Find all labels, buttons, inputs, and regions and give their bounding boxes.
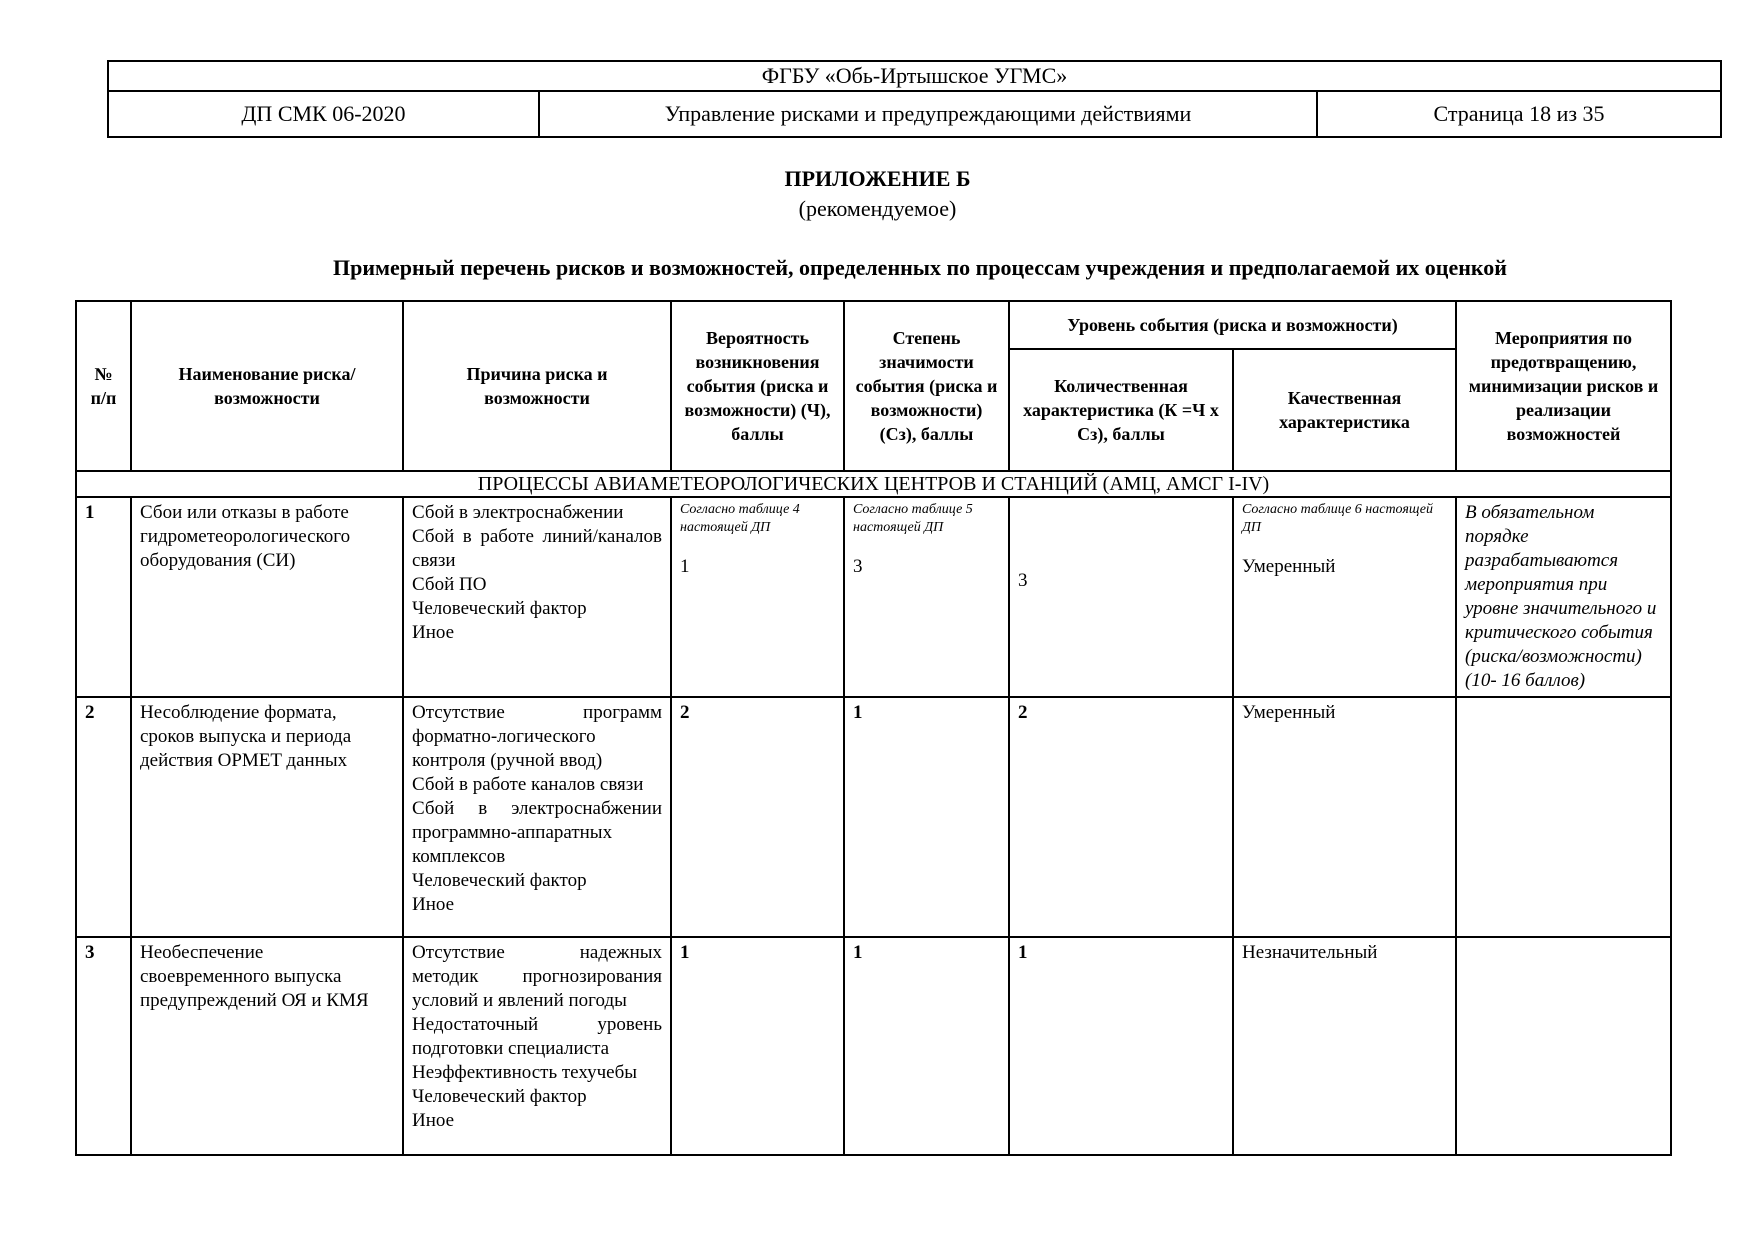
cause-item: Иное: [412, 1110, 455, 1131]
cause-item: Сбой в работе линий/каналов связи: [412, 526, 662, 571]
risk-table: [75, 300, 1672, 1156]
cause-item: Сбой в электроснабжении программно-аппаратных комплексов: [412, 798, 662, 867]
header-probability: Вероятность возникновения события (риска и возможности) (Ч), баллы: [671, 301, 844, 471]
qualitative-value: Умеренный: [1233, 697, 1456, 937]
cause-item: Сбой в электроснабжении: [412, 502, 624, 523]
cause-item: Отсутствие программ форматно-логического контроля (ручной ввод): [412, 702, 662, 771]
risk-name: Сбои или отказы в работе гидрометеорологического оборудования (СИ): [131, 497, 403, 697]
table-header-row: [76, 301, 1671, 349]
cause-item: Иное: [412, 622, 455, 643]
qualitative-value: Умеренный: [1242, 556, 1336, 577]
header-quantitative: Количественная характеристика (К =Ч х Сз), баллы: [1009, 349, 1233, 471]
quantitative-value: 1: [1009, 937, 1233, 1155]
table-row: [76, 697, 1671, 937]
risk-causes: [403, 937, 671, 1155]
risk-causes: [403, 497, 671, 697]
cause-item: Неэффективность техучебы: [412, 1062, 638, 1083]
organization-name: ФГБУ «Обь-Иртышское УГМС»: [109, 62, 1720, 92]
quantitative-value: 3: [1018, 570, 1028, 591]
list-title: Примерный перечень рисков и возможностей, определенных по процессам учреждения и предполагаемой их оценкой: [333, 255, 1507, 280]
risk-causes: [403, 697, 671, 937]
risk-name: Необеспечение своевременного выпуска предупреждений ОЯ и КМЯ: [131, 937, 403, 1155]
cause-item: Иное: [412, 894, 455, 915]
document-name: Управление рисками и предупреждающими действиями: [540, 92, 1318, 136]
header-row: [109, 92, 1720, 136]
cause-item: Сбой в работе каналов связи: [412, 774, 644, 795]
cause-item: Сбой ПО: [412, 574, 487, 595]
significance-value: 3: [853, 556, 863, 577]
table-row: [76, 497, 1671, 697]
significance-value: 1: [844, 937, 1009, 1155]
appendix-subtitle: (рекомендуемое): [798, 196, 957, 221]
probability-value: 2: [671, 697, 844, 937]
measures-cell: [1456, 937, 1671, 1155]
table-row: [76, 937, 1671, 1155]
document-code: ДП СМК 06-2020: [109, 92, 540, 136]
header-level: Уровень события (риска и возможности): [1009, 301, 1456, 349]
qualitative-note: Согласно таблице 6 настоящей ДП: [1242, 502, 1434, 535]
row-number: 1: [76, 497, 131, 697]
probability-value: 1: [680, 556, 690, 577]
qualitative-cell: [1233, 497, 1456, 697]
header-qualitative: Качественная характеристика: [1233, 349, 1456, 471]
header-significance: Степень значимости события (риска и возможности) (Сз), баллы: [844, 301, 1009, 471]
header-name: Наименование риска/возможности: [131, 301, 403, 471]
significance-note: Согласно таблице 5 настоящей ДП: [853, 502, 973, 535]
probability-value: 1: [671, 937, 844, 1155]
section-title: ПРОЦЕССЫ АВИАМЕТЕОРОЛОГИЧЕСКИХ ЦЕНТРОВ И СТАНЦИЙ (АМЦ, АМСГ I-IV): [76, 471, 1671, 497]
qualitative-value: Незначительный: [1233, 937, 1456, 1155]
row-number: 2: [76, 697, 131, 937]
risk-name: Несоблюдение формата, сроков выпуска и периода действия OPMET данных: [131, 697, 403, 937]
significance-cell: [844, 497, 1009, 697]
quantitative-cell: [1009, 497, 1233, 697]
significance-value: 1: [844, 697, 1009, 937]
row-number: 3: [76, 937, 131, 1155]
document-header: [107, 60, 1722, 138]
quantitative-value: 2: [1009, 697, 1233, 937]
measures-cell: В обязательном порядке разрабатываются мероприятия при уровне значительного и критического события (риска/возможности) (10- 16 баллов): [1456, 497, 1671, 697]
probability-note: Согласно таблице 4 настоящей ДП: [680, 502, 800, 535]
header-num: № п/п: [76, 301, 131, 471]
section-row: [76, 471, 1671, 497]
page-number: Страница 18 из 35: [1433, 101, 1605, 126]
probability-cell: [671, 497, 844, 697]
cause-item: Человеческий фактор: [412, 1086, 587, 1107]
cause-item: Отсутствие надежных методик прогнозирования условий и явлений погоды: [412, 942, 662, 1011]
measures-cell: [1456, 697, 1671, 937]
appendix-title: ПРИЛОЖЕНИЕ Б: [784, 166, 971, 191]
header-measures: Мероприятия по предотвращению, минимизации рисков и реализации возможностей: [1456, 301, 1671, 471]
cause-item: Человеческий фактор: [412, 870, 587, 891]
header-cause: Причина риска и возможности: [403, 301, 671, 471]
cause-item: Недостаточный уровень подготовки специалиста: [412, 1014, 662, 1059]
cause-item: Человеческий фактор: [412, 598, 587, 619]
